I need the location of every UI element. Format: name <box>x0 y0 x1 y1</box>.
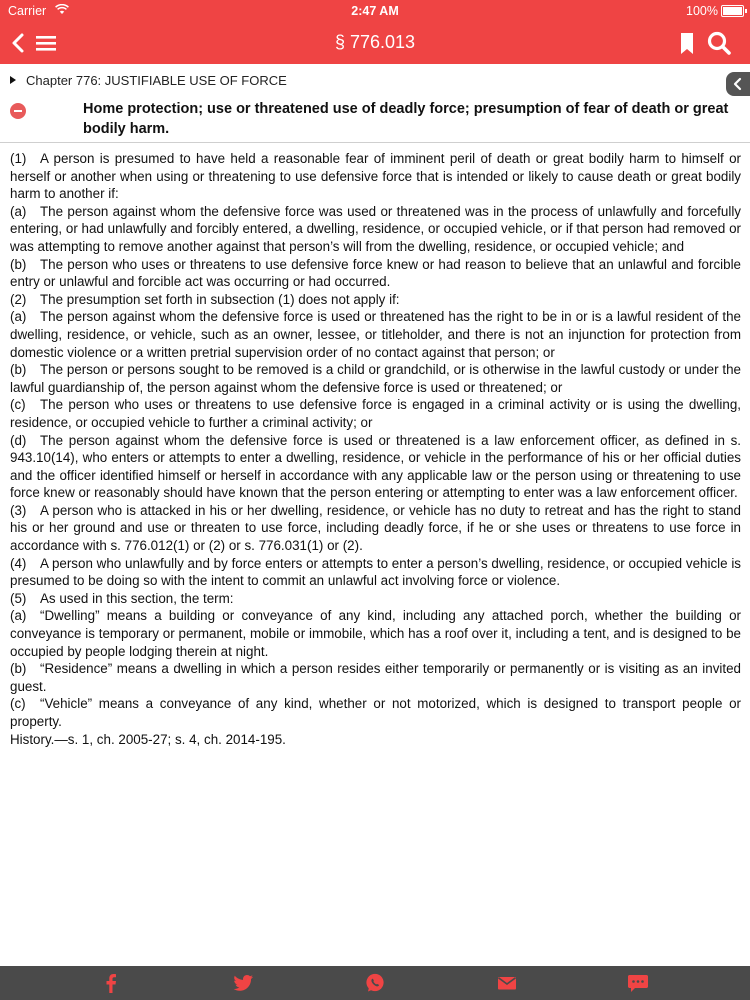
paragraph-text: The person against whom the defensive force is used or threatened is a law enforcement officer, as defined in s. 943.10(14), who enters or attempts to enter a dwelling, residence, or vehicle in the performance of his or her official duties and the officer identified himself or herself in accordance with any applicable law or the person using or threatening to use force knew or reasonably should have known that the person entering or attempting to enter was a law enforcement officer. <box>10 432 741 501</box>
paragraph-text: The person who uses or threatens to use defensive force is engaged in a criminal activity or is using the dwelling, residence, or occupied vehicle to further a criminal activity; or <box>10 397 741 430</box>
paragraph-number: (a) <box>10 203 27 219</box>
paragraph-number: (b) <box>10 362 27 378</box>
whatsapp-icon[interactable] <box>363 971 387 995</box>
history-note: History.—s. 1, ch. 2005-27; s. 4, ch. 2014-195. <box>10 731 286 747</box>
paragraph-number: (4) <box>10 555 27 571</box>
divider <box>0 142 750 143</box>
paragraph-text: “Dwelling” means a building or conveyance of any kind, including any attached porch, whether the building or conveyance is temporary or permanent, mobile or immobile, which has a roof over it, including a tent, and is designed to be occupied by people lodging therein at night. <box>10 608 741 659</box>
paragraph <box>10 256 741 291</box>
paragraph <box>10 590 741 608</box>
paragraph-text: The person who uses or threatens to use defensive force knew or had reason to believe that an unlawful and forcible entry or unlawful and forcible act was occurring or had occurred. <box>10 256 741 290</box>
mail-icon[interactable] <box>495 971 519 995</box>
paragraph <box>10 695 741 730</box>
paragraph <box>10 203 741 256</box>
paragraph-text: The person against whom the defensive force is used or threatened has the right to be in or is a lawful resident of the dwelling, residence, or vehicle, such as an owner, lessee, or titleholder, and there is not an injunction for protection from domestic violence or a written pretrial supervision order of no contact against that person; or <box>10 309 741 360</box>
paragraph-number: (5) <box>10 590 27 606</box>
statute-text <box>10 150 741 748</box>
paragraph-text: The person or persons sought to be removed is a child or grandchild, or is otherwise in the lawful custody or under the lawful guardianship of, the person against whom the defensive force is used or threatened; or <box>10 362 741 395</box>
paragraph <box>10 361 741 396</box>
status-time: 2:47 AM <box>351 4 399 18</box>
paragraph-text: The person against whom the defensive force was used or threatened was in the process of unlawfully and forcefully entering, or had unlawfully and forcibly entered, a dwelling, residence, or occupied vehicle, or if that person had removed or was attempting to remove another against that person’s will from the dwelling, residence, or occupied vehicle; and <box>10 203 741 254</box>
paragraph <box>10 660 741 695</box>
paragraph <box>10 396 741 431</box>
paragraph <box>10 502 741 555</box>
paragraph-text: The presumption set forth in subsection (1) does not apply if: <box>40 291 400 307</box>
paragraph-number: (c) <box>10 397 26 413</box>
paragraph <box>10 291 741 309</box>
message-icon[interactable] <box>626 971 650 995</box>
nav-bar <box>0 22 750 64</box>
paragraph <box>10 308 741 361</box>
paragraph-number: (a) <box>10 608 27 624</box>
carrier-label: Carrier <box>8 4 47 18</box>
paragraph-text: “Vehicle” means a conveyance of any kind, whether or not motorized, which is designed to transport people or property. <box>10 696 741 729</box>
paragraph-number: (a) <box>10 309 27 325</box>
share-bar <box>0 966 750 1000</box>
battery-icon <box>721 5 744 17</box>
paragraph-text: A person is presumed to have held a reasonable fear of imminent peril of death or great bodily harm to himself or herself or another when using or threatening to use defensive force that is intended or likely to cause death or great bodily harm to another if: <box>10 151 741 202</box>
paragraph-number: (d) <box>10 432 27 448</box>
paragraph-number: (c) <box>10 696 26 712</box>
expand-triangle-icon <box>10 76 16 84</box>
bookmark-icon[interactable] <box>672 28 702 58</box>
chapter-breadcrumb[interactable] <box>10 73 287 88</box>
paragraph <box>10 432 741 502</box>
paragraph <box>10 150 741 203</box>
facebook-icon[interactable] <box>99 971 123 995</box>
paragraph-text: As used in this section, the term: <box>40 590 234 606</box>
page-title: § 776.013 <box>334 32 416 52</box>
paragraph-number: (3) <box>10 502 27 518</box>
paragraph-text: “Residence” means a dwelling in which a person resides either temporarily or permanently or is visiting as an invited guest. <box>10 661 741 694</box>
paragraph <box>10 555 741 590</box>
paragraph-number: (1) <box>10 151 27 166</box>
collapse-panel-button[interactable] <box>726 72 750 96</box>
search-icon[interactable] <box>704 28 734 58</box>
chevron-left-icon <box>726 72 750 96</box>
paragraph-number: (b) <box>10 256 27 272</box>
paragraph-text: A person who is attacked in his or her dwelling, residence, or vehicle has no duty to retreat and has the right to stand his or her ground and use or threaten to use force, including deadly force, if he or she uses or threatens to use force in accordance with s. 776.012(1) or (2) or s. 776.031(1) or (2). <box>10 502 741 554</box>
paragraph-number: (b) <box>10 661 27 677</box>
paragraph-text: A person who unlawfully and by force enters or attempts to enter a person’s dwelling, residence, or occupied vehicle is presumed to be doing so with the intent to commit an unlawful act involving force or violence. <box>10 555 741 589</box>
chapter-label: Chapter 776: JUSTIFIABLE USE OF FORCE <box>26 73 287 88</box>
battery-percent: 100% <box>686 4 718 18</box>
paragraph-number: (2) <box>10 291 27 307</box>
status-bar <box>0 0 750 22</box>
section-heading: Home protection; use or threatened use of deadly force; presumption of fear of death or great bodily harm. <box>83 101 729 137</box>
paragraph <box>10 607 741 660</box>
twitter-icon[interactable] <box>231 971 255 995</box>
collapse-section-icon[interactable] <box>10 103 26 119</box>
